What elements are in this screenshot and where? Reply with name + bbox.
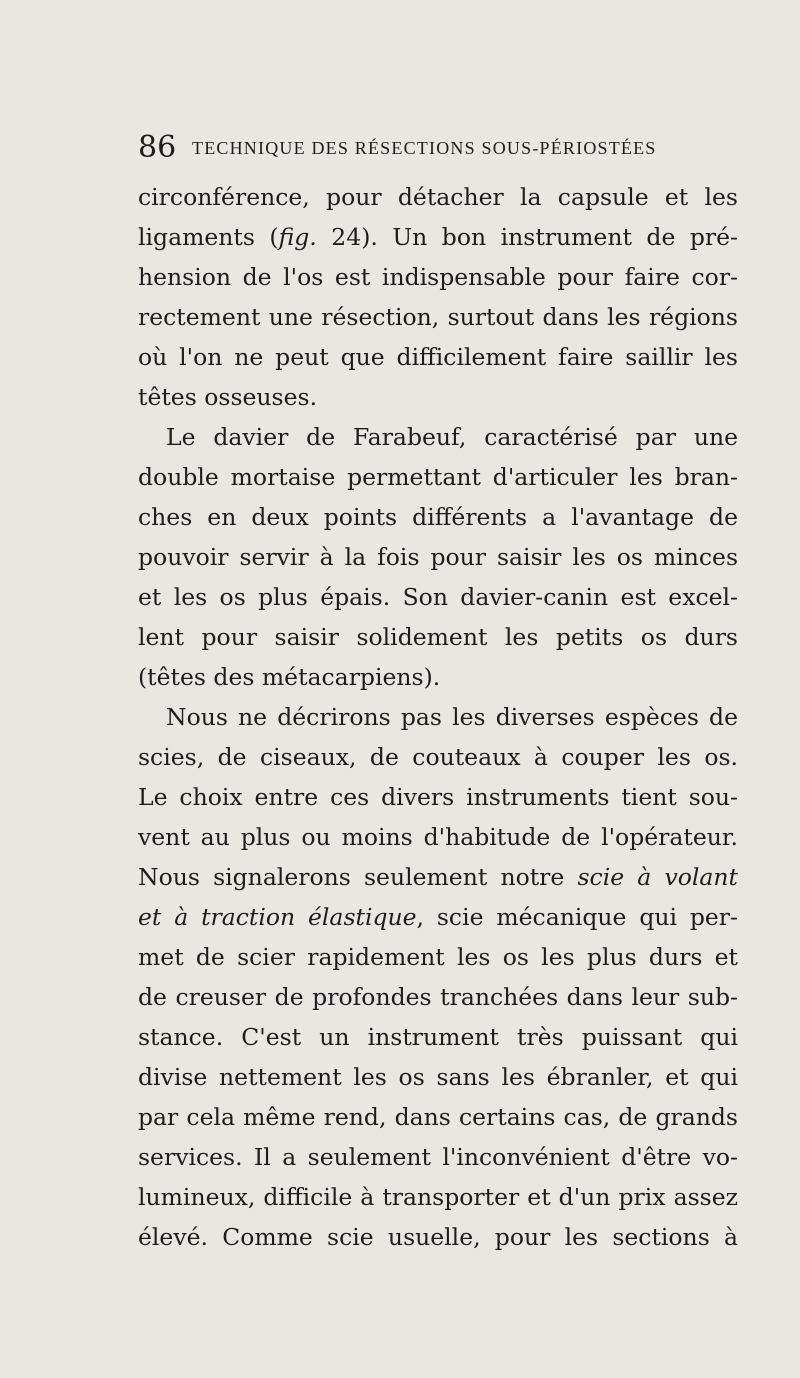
page-header	[138, 128, 758, 168]
text-line: lumineux, difficile à transporter et d'un prix assez	[138, 1183, 738, 1211]
text-span: 24). Un bon instrument de pré-	[316, 223, 738, 251]
text-line: rectement une résection, surtout dans les régions	[138, 303, 738, 331]
text-line	[138, 857, 738, 897]
text-line: pouvoir servir à la fois pour saisir les os minces	[138, 543, 738, 571]
text-line: vent au plus ou moins d'habitude de l'opérateur.	[138, 823, 738, 851]
text-line: et les os plus épais. Son davier-canin est excel-	[138, 583, 738, 611]
text-line: par cela même rend, dans certains cas, de grands	[138, 1103, 738, 1131]
text-line: où l'on ne peut que difficilement faire saillir les	[138, 343, 738, 371]
emphasis: scie à volant	[577, 863, 738, 891]
text-line	[138, 217, 738, 257]
text-line: (têtes des métacarpiens).	[138, 663, 441, 691]
text-line: hension de l'os est indispensable pour faire cor-	[138, 263, 738, 291]
figure-reference: fig.	[278, 223, 317, 251]
text-span: ligaments (	[138, 223, 279, 251]
page-number: 86	[138, 130, 177, 165]
emphasis: et à traction élastique	[138, 903, 417, 931]
text-line: stance. C'est un instrument très puissant qui	[138, 1023, 738, 1051]
text-line: têtes osseuses.	[138, 383, 318, 411]
text-line: Le davier de Farabeuf, caractérisé par une	[166, 423, 738, 451]
text-line: met de scier rapidement les os les plus durs et	[138, 943, 738, 971]
text-line: circonférence, pour détacher la capsule et les	[138, 183, 738, 211]
text-line: ches en deux points différents a l'avantage de	[138, 503, 738, 531]
text-line: services. Il a seulement l'inconvénient d'être vo-	[138, 1143, 738, 1171]
text-line: lent pour saisir solidement les petits os durs	[138, 623, 738, 651]
text-span: , scie mécanique qui per-	[416, 903, 738, 931]
text-line: divise nettement les os sans les ébranler, et qui	[138, 1063, 738, 1091]
text-span: Nous signalerons seulement notre	[138, 863, 578, 891]
text-line: scies, de ciseaux, de couteaux à couper les os.	[138, 743, 738, 771]
running-title: TECHNIQUE DES RÉSECTIONS SOUS-PÉRIOSTÉES	[192, 138, 657, 158]
text-line: élevé. Comme scie usuelle, pour les sections à	[138, 1223, 738, 1251]
text-line: double mortaise permettant d'articuler les bran-	[138, 463, 738, 491]
text-line: de creuser de profondes tranchées dans leur sub-	[138, 983, 738, 1011]
text-line	[138, 897, 738, 937]
body-text	[138, 177, 738, 1257]
text-line: Nous ne décrirons pas les diverses espèces de	[166, 703, 738, 731]
text-line: Le choix entre ces divers instruments tient sou-	[138, 783, 738, 811]
